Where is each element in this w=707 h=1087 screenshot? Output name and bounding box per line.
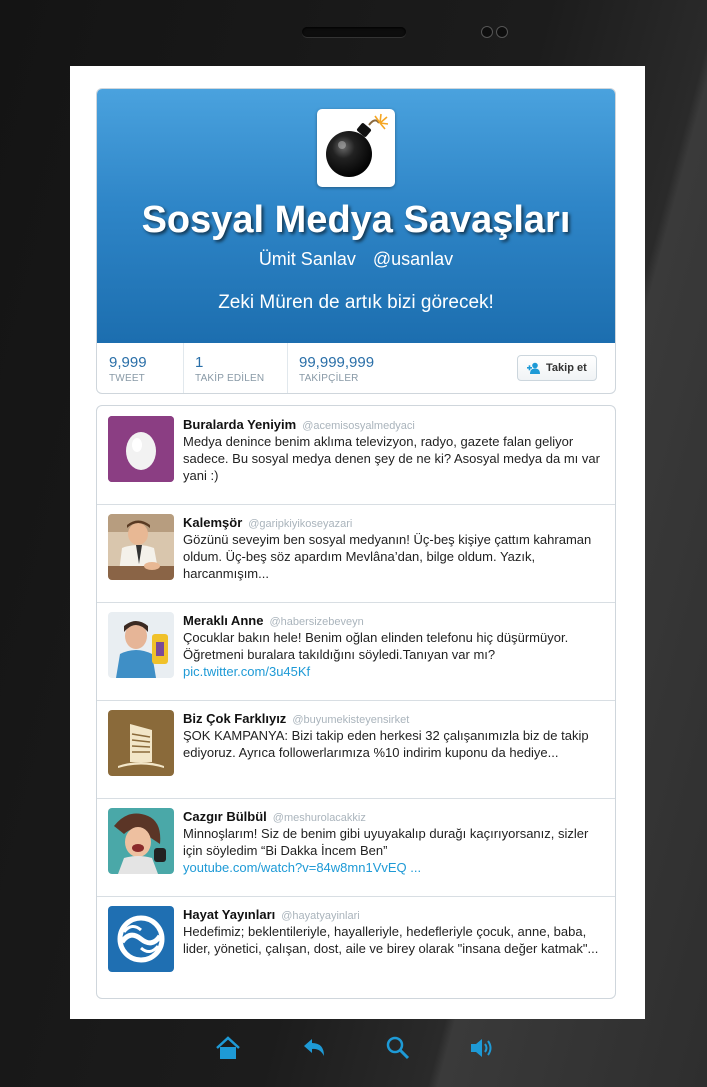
tweet-text bbox=[183, 727, 607, 761]
tweet-handle[interactable]: @habersizebeveyn bbox=[269, 616, 364, 628]
tweet-text bbox=[183, 923, 607, 957]
tweet-header bbox=[183, 710, 409, 728]
stat-label: TAKİP EDİLEN bbox=[195, 373, 265, 384]
owner-handle[interactable]: @usanlav bbox=[372, 249, 454, 269]
tweet-handle[interactable]: @buyumekisteyensirket bbox=[292, 714, 410, 726]
tweet-author[interactable]: Biz Çok Farklıyız bbox=[183, 711, 287, 726]
avatar[interactable] bbox=[108, 906, 174, 972]
tweet-author[interactable]: Cazgır Bülbül bbox=[183, 809, 267, 824]
tweet-author[interactable]: Meraklı Anne bbox=[183, 613, 264, 628]
tweet-link[interactable]: youtube.com/watch?v=84w8mn1VvEQ ... bbox=[183, 860, 422, 875]
building-logo-icon bbox=[108, 710, 174, 776]
tweet-link[interactable]: pic.twitter.com/3u45Kf bbox=[183, 664, 311, 679]
tweet-header bbox=[183, 514, 352, 532]
tweet-handle[interactable]: @meshurolacakkiz bbox=[272, 812, 366, 824]
search-icon[interactable] bbox=[384, 1034, 412, 1062]
profile-subtitle bbox=[97, 249, 615, 270]
tweet-handle[interactable]: @acemisosyalmedyaci bbox=[302, 420, 415, 432]
tweet-text bbox=[183, 629, 607, 680]
publisher-logo-icon bbox=[108, 906, 174, 972]
tweet-text-content: Hedefimiz; beklentileriyle, hayalleriyle, hedefleriyle çocuk, anne, baba, lider, yönetici, çalışan, dost, aile ve birey olarak "insana değer katmak"... bbox=[183, 924, 599, 956]
owner-name: Ümit Sanlav bbox=[258, 249, 356, 269]
tweet-text-content: Çocuklar bakın hele! Benim oğlan elinden telefonu hiç düşürmüyor. Öğretmeni buralara takıldığını söyledi.Tanıyan var mı? bbox=[183, 630, 569, 662]
tweet-text bbox=[183, 433, 607, 484]
volume-icon[interactable] bbox=[468, 1034, 496, 1062]
bomb-icon bbox=[317, 109, 395, 187]
profile-avatar[interactable] bbox=[317, 109, 395, 187]
tweet-item[interactable] bbox=[97, 406, 615, 505]
tweet-author[interactable]: Kalemşör bbox=[183, 515, 243, 530]
tweet-handle[interactable]: @hayatyayinlari bbox=[281, 910, 360, 922]
tweet-text-content: Gözünü seveyim ben sosyal medyanın! Üç-beş kişiye çattım kahraman oldum. Üç-beş söz apardım Mevlâna’dan, bilge oldum. Yazık, harcanmışım... bbox=[183, 532, 592, 581]
tweet-header bbox=[183, 612, 364, 630]
writer-photo-icon bbox=[108, 514, 174, 580]
stat-value: 99,999,999 bbox=[299, 354, 375, 371]
profile-title: Sosyal Medya Savaşları bbox=[141, 199, 571, 241]
stat-tweets[interactable] bbox=[97, 343, 184, 393]
tweet-text-content: Medya denince benim aklıma televizyon, radyo, gazete falan geliyor sadece. Bu sosyal medya denen şey de ne ki? Asosyal medya da mı var yani :) bbox=[183, 434, 600, 483]
speaker-grille bbox=[302, 27, 406, 37]
tweet-handle[interactable]: @garipkiyikoseyazari bbox=[248, 518, 353, 530]
tweet-text bbox=[183, 531, 607, 582]
stat-followers[interactable] bbox=[287, 343, 407, 393]
stat-following[interactable] bbox=[183, 343, 288, 393]
tweet-item[interactable] bbox=[97, 602, 615, 701]
tweet-header bbox=[183, 906, 360, 924]
tweet-item[interactable] bbox=[97, 896, 615, 994]
tweet-author[interactable]: Buralarda Yeniyim bbox=[183, 417, 297, 432]
tweet-header bbox=[183, 416, 415, 434]
egg-icon bbox=[108, 416, 174, 482]
avatar[interactable] bbox=[108, 416, 174, 482]
avatar[interactable] bbox=[108, 808, 174, 874]
stat-label: TAKİPÇİLER bbox=[299, 373, 359, 384]
home-icon[interactable] bbox=[214, 1034, 242, 1062]
avatar[interactable] bbox=[108, 710, 174, 776]
profile-card bbox=[96, 88, 616, 394]
add-user-icon bbox=[527, 362, 541, 374]
stat-value: 1 bbox=[195, 354, 204, 371]
device-navbar bbox=[0, 1022, 707, 1082]
back-icon[interactable] bbox=[300, 1034, 328, 1062]
tweet-author[interactable]: Hayat Yayınları bbox=[183, 907, 276, 922]
stat-label: TWEET bbox=[109, 373, 145, 384]
stat-value: 9,999 bbox=[109, 354, 147, 371]
tweet-text-content: ŞOK KAMPANYA: Bizi takip eden herkesi 32 çalışanımızla biz de takip ediyoruz. Ayrıca followerlarımıza %10 indirim kuponu da hediye... bbox=[183, 728, 589, 760]
tweet-text-content: Minnoşlarım! Siz de benim gibi uyuyakalıp durağı kaçırıyorsanız, sizler için söyledim “Bi Dakka İncem Ben” bbox=[183, 826, 589, 858]
mother-photo-icon bbox=[108, 612, 174, 678]
profile-banner bbox=[97, 89, 615, 343]
profile-bio: Zeki Müren de artık bizi görecek! bbox=[218, 292, 494, 313]
tweet-item[interactable] bbox=[97, 798, 615, 897]
tweet-feed bbox=[96, 405, 616, 999]
tweet-header bbox=[183, 808, 366, 826]
avatar[interactable] bbox=[108, 612, 174, 678]
avatar[interactable] bbox=[108, 514, 174, 580]
follow-button[interactable] bbox=[517, 355, 597, 381]
sensor-icon bbox=[496, 26, 508, 38]
camera-icon bbox=[481, 26, 493, 38]
tweet-text bbox=[183, 825, 607, 876]
profile-stats bbox=[97, 343, 615, 393]
follow-label: Takip et bbox=[546, 362, 587, 374]
singer-photo-icon bbox=[108, 808, 174, 874]
tweet-item[interactable] bbox=[97, 504, 615, 603]
tweet-item[interactable] bbox=[97, 700, 615, 799]
